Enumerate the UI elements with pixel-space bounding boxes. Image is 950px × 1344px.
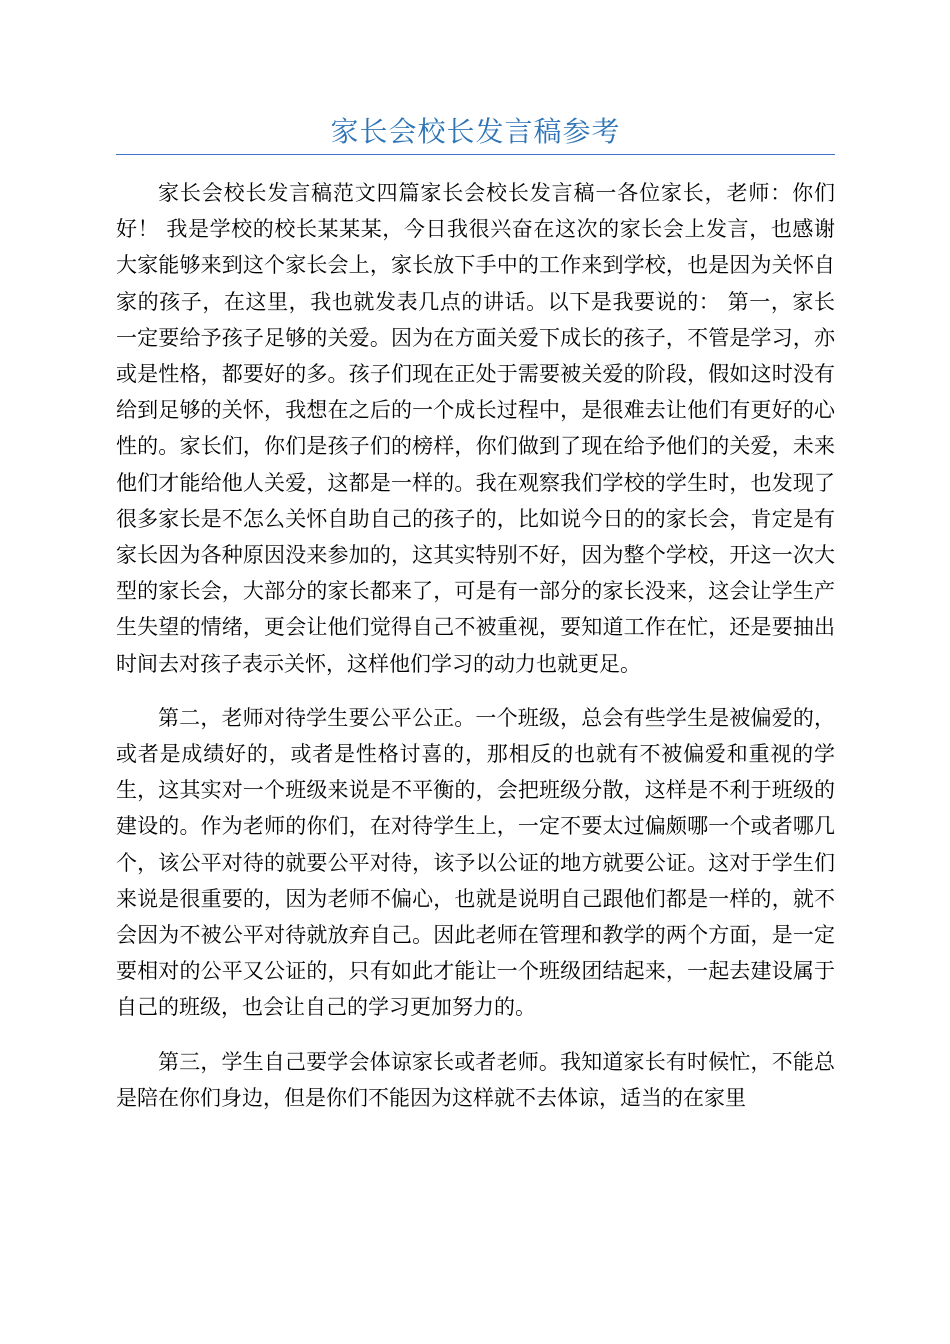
paragraph-2: 第二，老师对待学生要公平公正。一个班级，总会有些学生是被偏爱的，或者是成绩好的，或者是性格讨喜的，那相反的也就有不被偏爱和重视的学生，这其实对一个班级来说是不平衡的，会把班级分散，这样是不利于班级的建设的。作为老师的你们，在对待学生上，一定不要太过偏颇哪一个或者哪几个，该公平对待的就要公平对待，该予以公证的地方就要公证。这对于学生们来说是很重要的，因为老师不偏心，也就是说明自己跟他们都是一样的，就不会因为不被公平对待就放弃自己。因此老师在管理和教学的两个方面，是一定要相对的公平又公证的，只有如此才能让一个班级团结起来，一起去建设属于自己的班级，也会让自己的学习更加努力的。 bbox=[116, 705, 835, 1020]
paragraph-3: 第三，学生自己要学会体谅家长或者老师。我知道家长有时候忙，不能总是陪在你们身边，但是你们不能因为这样就不去体谅，适当的在家里 bbox=[116, 1049, 835, 1110]
document-title: 家长会校长发言稿参考 bbox=[330, 115, 621, 148]
title-underline bbox=[116, 154, 835, 155]
paragraph-1: 家长会校长发言稿范文四篇家长会校长发言稿一各位家长，老师：你们好！ 我是学校的校长某某某，今日我很兴奋在这次的家长会上发言，也感谢大家能够来到这个家长会上，家长放下手中的工作来到学校，也是因为关怀自家的孩子，在这里，我也就发表几点的讲话。以下是我要说的： 第一，家长一定要给予孩子足够的关爱。因为在方面关爱下成长的孩子，不管是学习，亦或是性格，都要好的多。孩子们现在正处于需要被关爱的阶段，假如这时没有给到足够的关怀，我想在之后的一个成长过程中，是很难去让他们有更好的心性的。家长们，你们是孩子们的榜样，你们做到了现在给予他们的关爱，未来他们才能给他人关爱，这都是一样的。我在观察我们学校的学生时，也发现了很多家长是不怎么关怀自助自己的孩子的，比如说今日的的家长会，肯定是有家长因为各种原因没来参加的，这其实特别不好，因为整个学校，开这一次大型的家长会，大部分的家长都来了，可是有一部分的家长没来，这会让学生产生失望的情绪，更会让他们觉得自己不被重视，要知道工作在忙，还是要抽出时间去对孩子表示关怀，这样他们学习的动力也就更足。 bbox=[116, 181, 835, 676]
document-body bbox=[116, 175, 835, 1116]
